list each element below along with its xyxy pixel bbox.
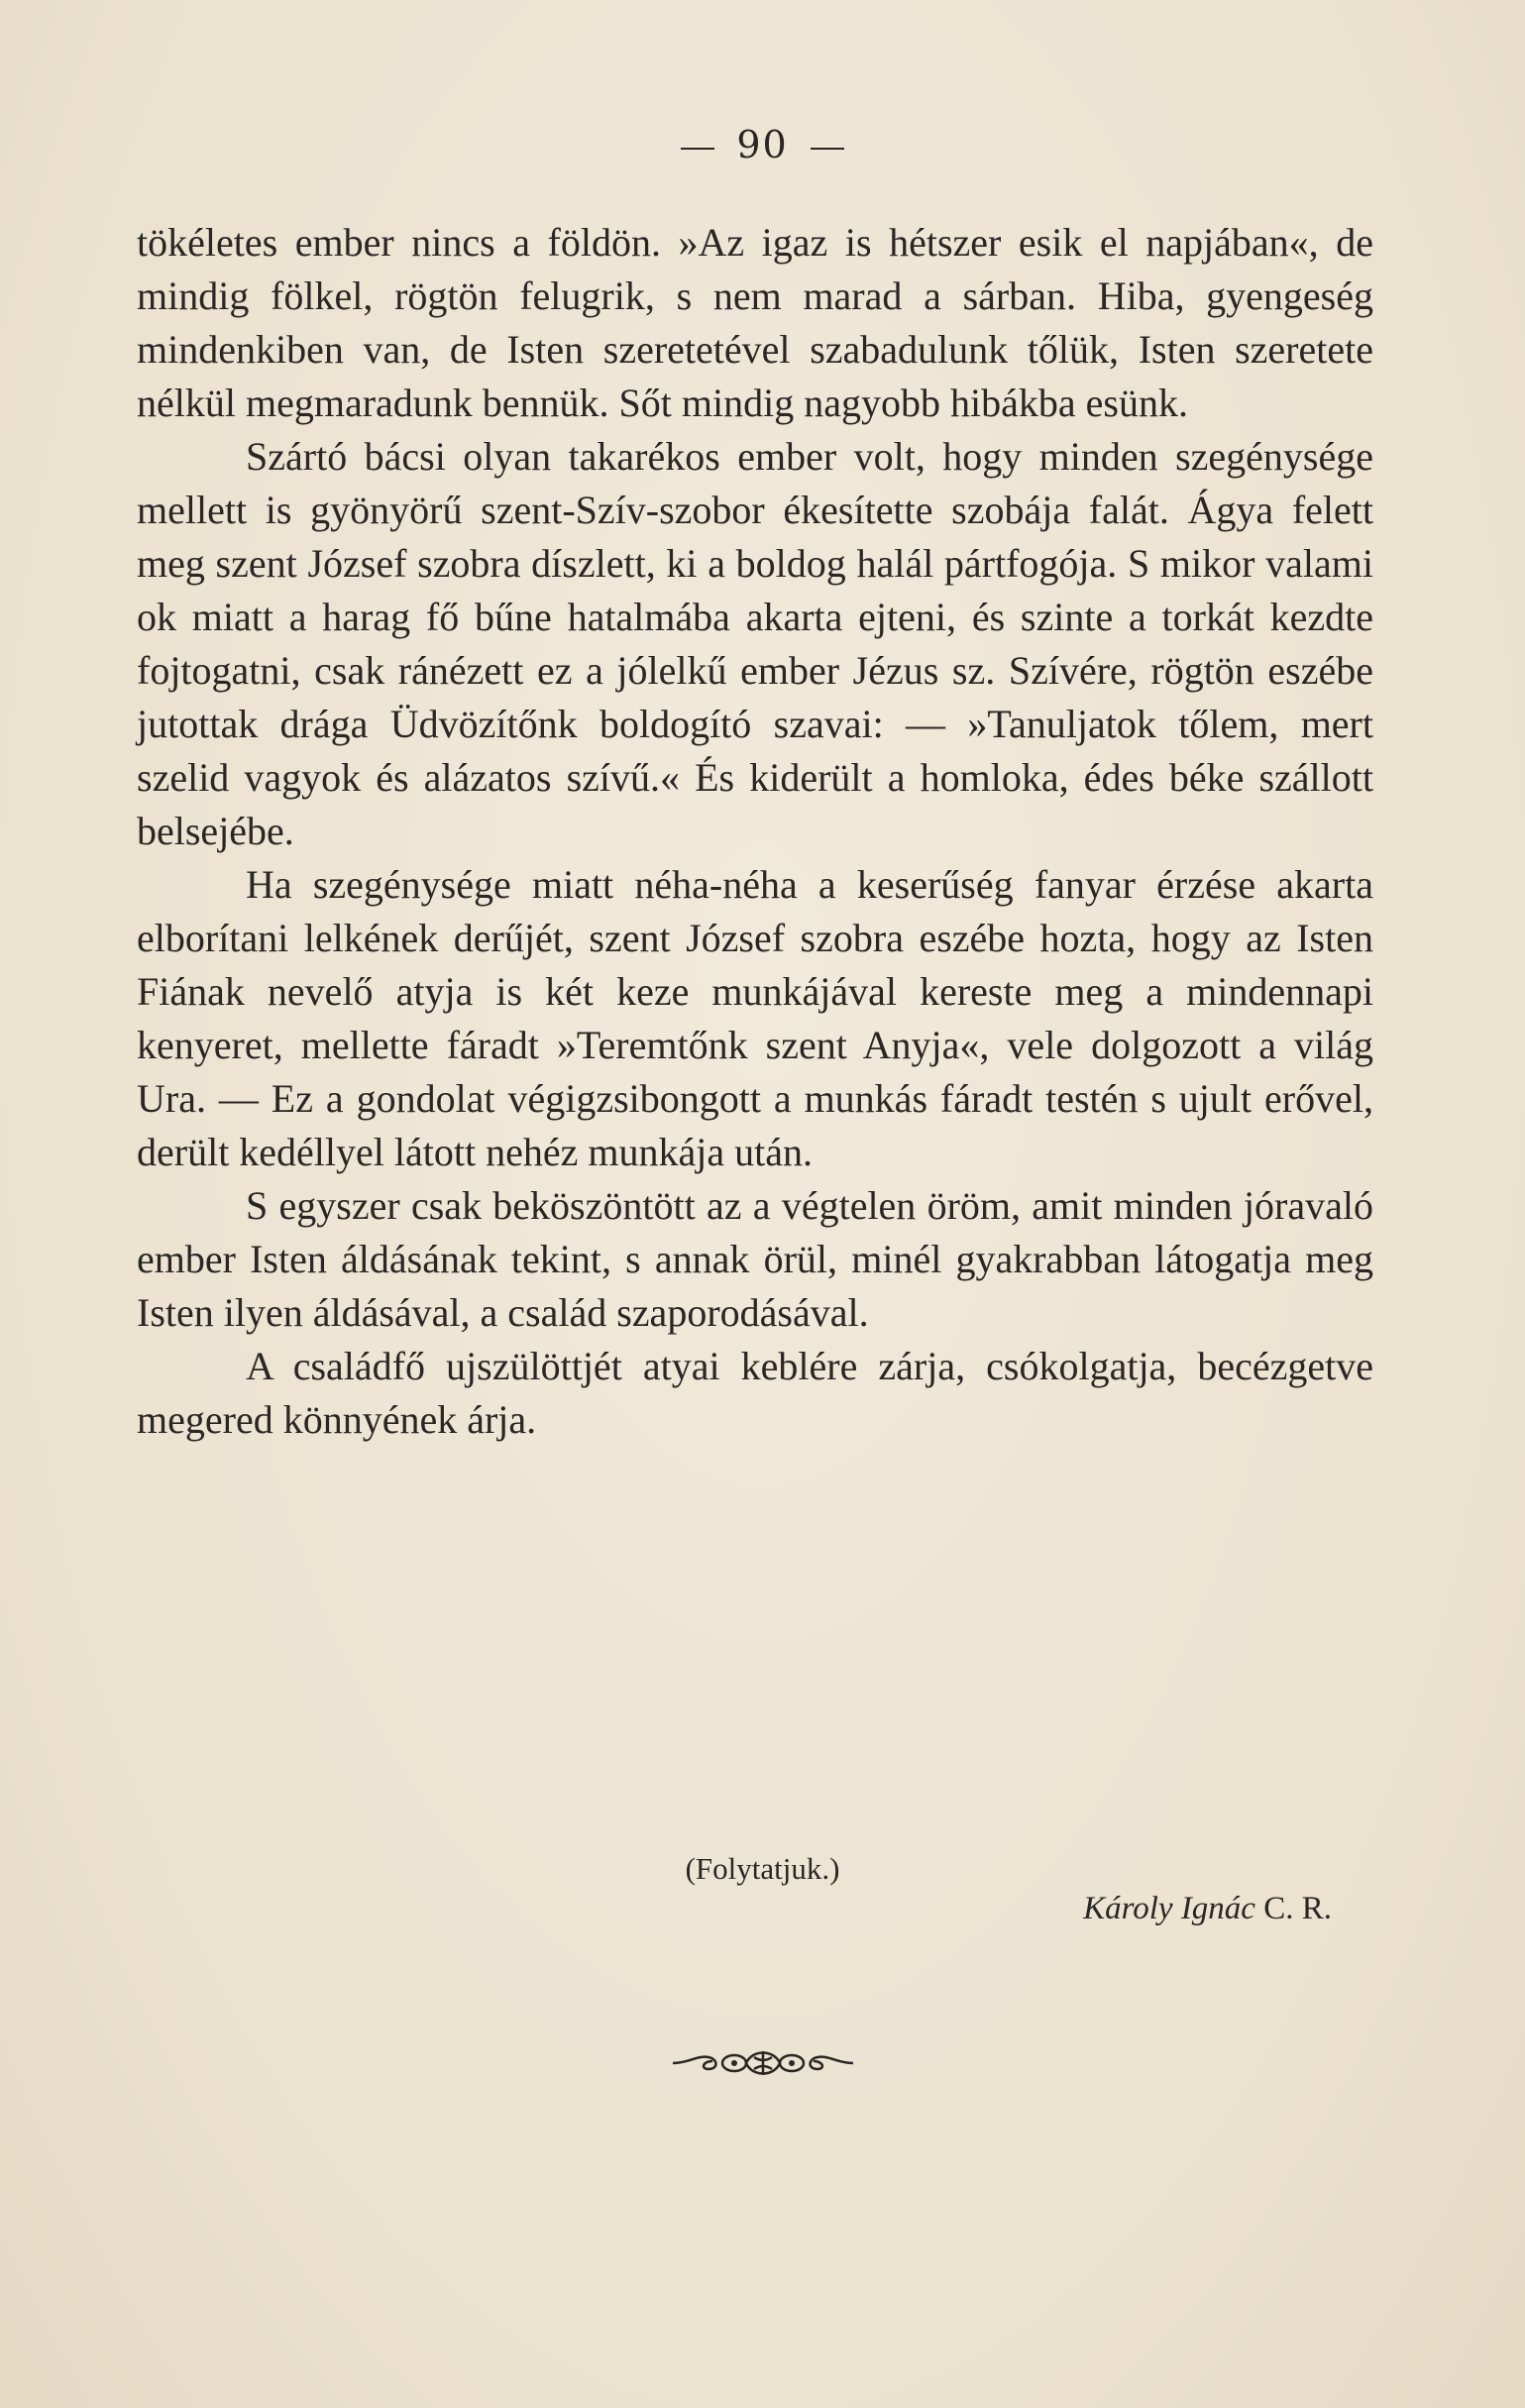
floral-ornament-icon (669, 2043, 857, 2083)
author-signature (1083, 1891, 1332, 1927)
continuation-note: (Folytatjuk.) (685, 1851, 840, 1886)
author-suffix: C. R. (1263, 1891, 1332, 1926)
page-number-value: 90 (736, 123, 789, 166)
author-name: Károly Ignác (1083, 1891, 1255, 1926)
page-number (0, 123, 1525, 166)
dash-left (681, 148, 714, 150)
dash-right (811, 148, 844, 150)
paragraph-1: tökéletes ember nincs a földön. »Az igaz is hétszer esik el napjában«, de mindig fölkel, rögtön felugrik, s nem marad a sárban. Hiba, gyengeség mindenkiben van, de Isten szeretetével szabadulunk tőlük, Isten szeretete nélkül megmaradunk bennük. Sőt mindig nagyobb hibákba esünk. (137, 220, 1373, 425)
paragraph-5: A családfő ujszülöttjét atyai keblére zárja, csókolgatja, becézgetve megered könnyének árja. (137, 1344, 1373, 1442)
body-text (137, 216, 1373, 1447)
paragraph-2: Szártó bácsi olyan takarékos ember volt, hogy minden szegénysége mellett is gyönyörű szent-Szív-szobor ékesítette szobája falát. Ágya felett meg szent József szobra díszlett, ki a boldog halál pártfogója. S mikor valami ok miatt a harag fő bűne hatalmába akarta ejteni, és szinte a torkát kezdte fojtogatni, csak ránézett ez a jólelkű ember Jézus sz. Szívére, rögtön eszébe jutottak drága Üdvözítőnk boldogító szavai: — »Tanuljatok tőlem, mert szelid vagyok és alázatos szívű.« És kiderült a homloka, édes béke szállott belsejébe. (137, 434, 1373, 853)
paragraph-3: Ha szegénysége miatt néha-néha a keserűség fanyar érzése akarta elborítani lelkének derűjét, szent József szobra eszébe hozta, hogy az Isten Fiának nevelő atyja is két keze munkájával kereste meg a mindennapi kenyeret, mellette fáradt »Teremtőnk szent Anyja«, vele dolgozott a világ Ura. — Ez a gondolat végigzsibongott a munkás fáradt testén s ujult erővel, derült kedéllyel látott nehéz munkája után. (137, 862, 1373, 1174)
paragraph-4: S egyszer csak beköszöntött az a végtelen öröm, amit minden jóravaló ember Isten áldásának tekint, s annak örül, minél gyakrabban látogatja meg Isten ilyen áldásával, a család szaporodásával. (137, 1183, 1373, 1335)
